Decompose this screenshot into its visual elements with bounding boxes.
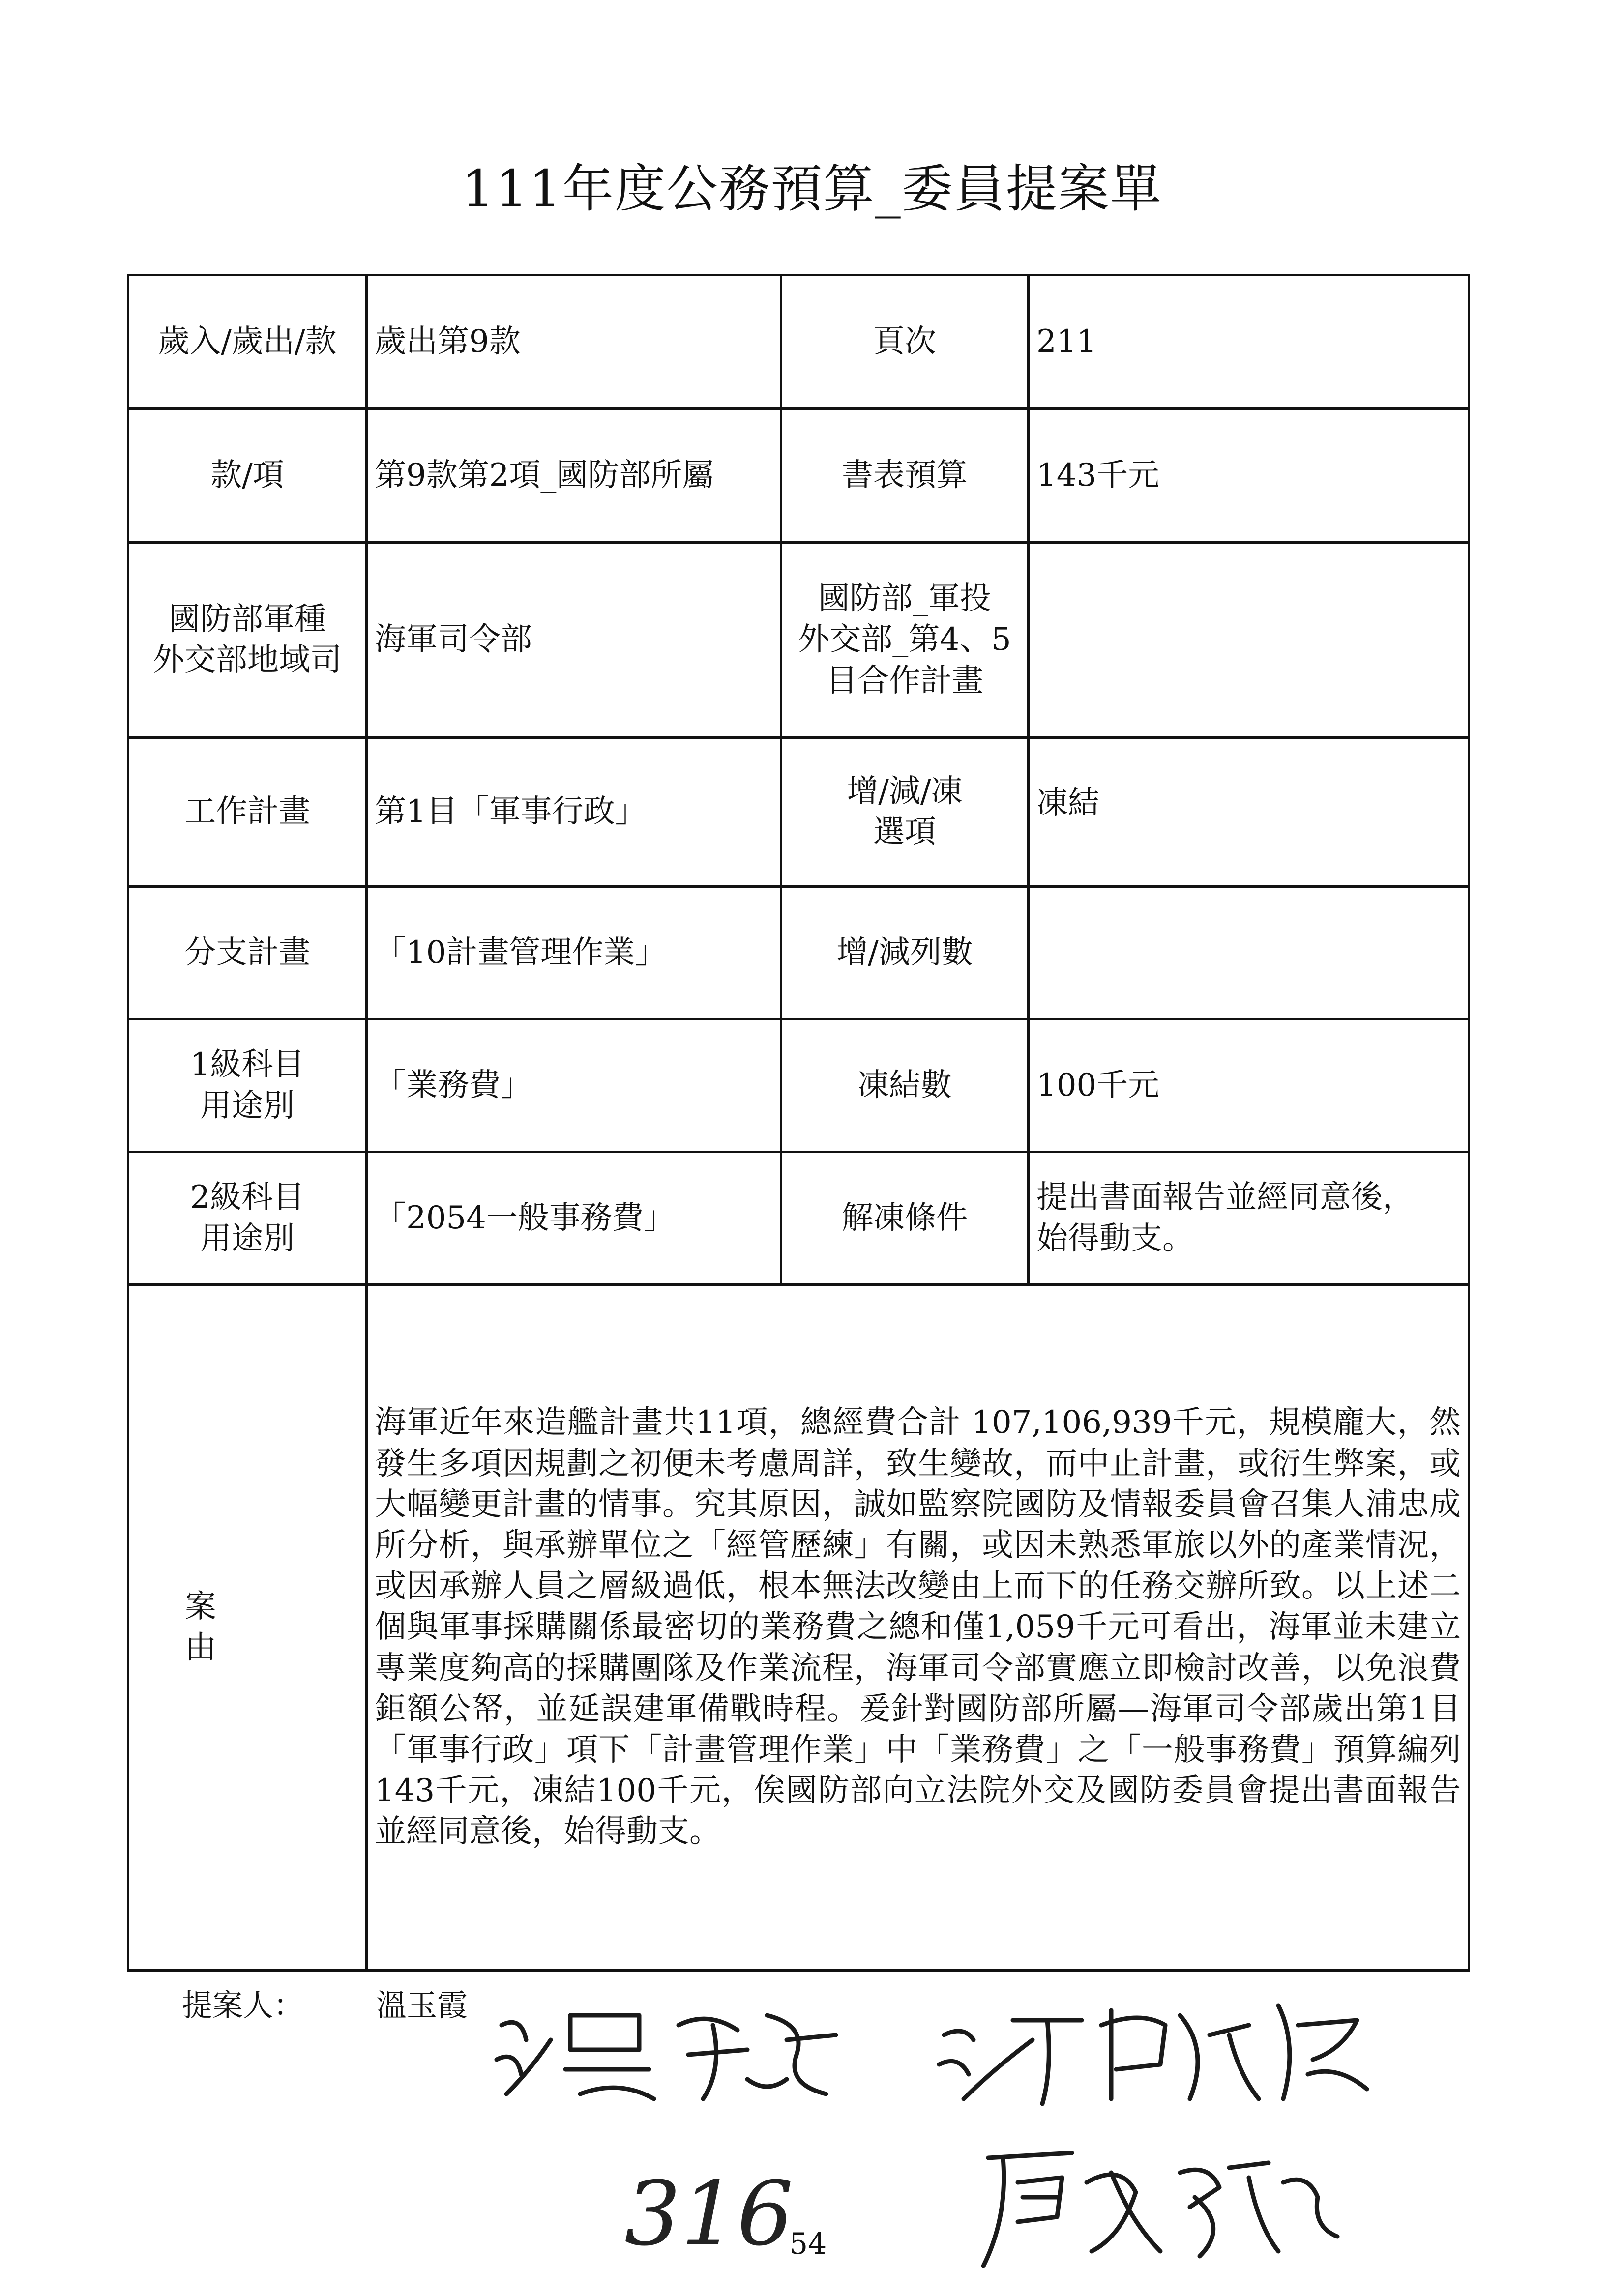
label-change-amount: 增/減列數 [781, 887, 1029, 1019]
label-section-item: 款/項 [128, 409, 367, 543]
value-level1-subject: 「業務費」 [367, 1019, 781, 1152]
table-row [128, 738, 1469, 887]
value-option: 凍結 [1029, 738, 1469, 887]
form-title: 111年度公務預算_委員提案單 [462, 159, 1162, 219]
label-cooperation-plan [781, 543, 1029, 738]
label-reason: 案由 [128, 1285, 367, 1971]
label-page: 頁次 [781, 275, 1029, 409]
proposer-name: 溫玉霞 [376, 1987, 468, 2023]
table-row [128, 543, 1469, 738]
signature-3 [974, 2128, 1347, 2276]
value-military-branch: 海軍司令部 [367, 543, 781, 738]
label-line: 目合作計畫 [826, 662, 983, 699]
value-line: 提出書面報告並經同意後， [1036, 1179, 1414, 1216]
label-work-plan: 工作計畫 [128, 738, 367, 887]
value-frozen-amount: 100千元 [1029, 1019, 1469, 1152]
signature-2 [934, 1991, 1377, 2109]
label-line: 國防部軍種 [169, 601, 326, 638]
label-level1-subject [128, 1019, 367, 1152]
label-line: 1級科目 [190, 1046, 305, 1083]
table-row [128, 1019, 1469, 1152]
label-budget: 書表預算 [781, 409, 1029, 543]
reason-text: 海軍近年來造艦計畫共11項，總經費合計 107,106,939千元，規模龐大，然發生多項因規劃之初便未考慮周詳，致生變故，而中止計畫，或衍生弊案，或大幅變更計畫的情事。究其原因，誠如監察院國防及情報委員會召集人浦忠成所分析，與承辦單位之「經管歷練」有關，或因未熟悉軍旅以外的產業情況，或因承辦人員之層級過低，根本無法改變由上而下的任務交辦所致。以上述二個與軍事採購關係最密切的業務費之總和僅1,059千元可看出，海軍並未建立專業度夠高的採購團隊及作業流程，海軍司令部實應立即檢討改善，以免浪費鉅額公帑，並延誤建軍備戰時程。爰針對國防部所屬—海軍司令部歲出第1目「軍事行政」項下「計畫管理作業」中「業務費」之「一般事務費」預算編列143千元，凍結100千元，俟國防部向立法院外交及國防委員會提出書面報告並經同意後，始得動支。 [367, 1285, 1469, 1971]
value-section-item: 第9款第2項_國防部所屬 [367, 409, 781, 543]
label-line: 選項 [873, 814, 936, 850]
label-line: 2級科目 [190, 1179, 305, 1216]
value-revenue-expenditure: 歲出第9款 [367, 275, 781, 409]
label-line: 用途別 [200, 1087, 295, 1124]
label-line: 用途別 [200, 1220, 295, 1257]
label-military-branch [128, 543, 367, 738]
value-level2-subject: 「2054一般事務費」 [367, 1152, 781, 1285]
table-row [128, 887, 1469, 1019]
table-row [128, 1152, 1469, 1285]
value-branch-plan: 「10計畫管理作業」 [367, 887, 781, 1019]
label-unfreeze-condition: 解凍條件 [781, 1152, 1029, 1285]
table-row [128, 275, 1469, 409]
label-line: 增/減/凍 [847, 773, 963, 810]
label-line: 外交部地域司 [153, 642, 342, 678]
value-unfreeze-condition [1029, 1152, 1469, 1285]
label-frozen-amount: 凍結數 [781, 1019, 1029, 1152]
value-change-amount [1029, 887, 1469, 1019]
value-cooperation-plan [1029, 543, 1469, 738]
label-level2-subject [128, 1152, 367, 1285]
label-line: 外交部_第4、5 [798, 621, 1011, 658]
value-page: 211 [1029, 275, 1469, 409]
value-line: 始得動支。 [1036, 1220, 1194, 1257]
value-budget: 143千元 [1029, 409, 1469, 543]
label-branch-plan: 分支計畫 [128, 887, 367, 1019]
value-work-plan: 第1目「軍事行政」 [367, 738, 781, 887]
proposal-table [127, 274, 1470, 1972]
handwritten-number: 316 [624, 2163, 794, 2266]
proposer-label: 提案人： [182, 1987, 304, 2023]
table-row [128, 1285, 1469, 1971]
table-row [128, 409, 1469, 543]
label-option [781, 738, 1029, 887]
page-number: 54 [789, 2227, 827, 2261]
signature-1 [492, 1996, 846, 2114]
label-revenue-expenditure: 歲入/歲出/款 [128, 275, 367, 409]
label-line: 國防部_軍投 [818, 581, 991, 617]
